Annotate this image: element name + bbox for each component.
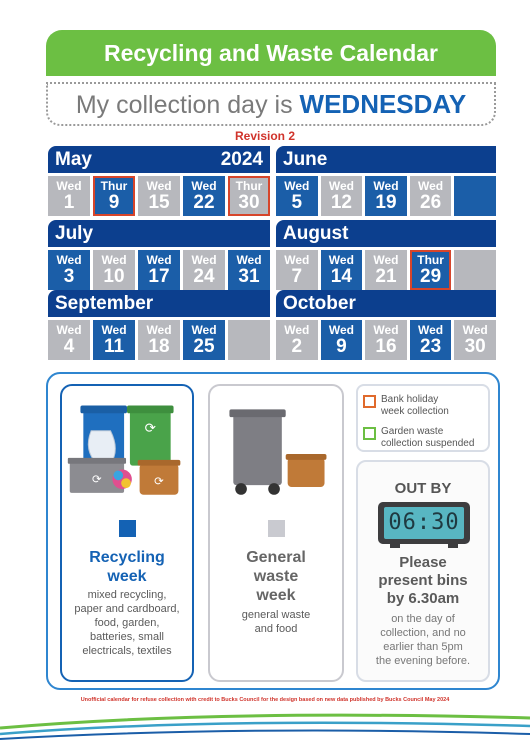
out-by-heading: OUT BY	[394, 480, 452, 497]
date-number: 3	[63, 266, 75, 287]
svg-text:⟳: ⟳	[144, 420, 156, 436]
weekday-label: Wed	[101, 323, 127, 337]
recycling-bins-icon	[62, 400, 192, 510]
footer-note: Unofficial calendar for refuse collection with credit to Bucks Council for the design based on new data published by Bucks Council May 2024	[80, 697, 450, 703]
present-bins-instruction: Please present bins by 6.30am	[378, 554, 468, 607]
collection-day-cell	[410, 250, 452, 290]
date-number: 22	[193, 192, 215, 213]
month-september	[48, 290, 270, 360]
date-number: 9	[108, 191, 120, 213]
weekday-label: Wed	[191, 253, 217, 267]
collection-day-cell	[48, 250, 90, 290]
weekday-label: Wed	[373, 179, 399, 193]
date-number: 16	[375, 336, 397, 357]
weekday-label: Wed	[236, 253, 262, 267]
weekday-label: Wed	[328, 323, 354, 337]
clock-time: 06:30	[384, 507, 464, 539]
collection-day-cell	[93, 320, 135, 360]
date-number: 26	[420, 192, 442, 213]
general-waste-bins-icon	[210, 400, 342, 510]
month-header	[48, 146, 270, 173]
bank-holiday-swatch	[363, 395, 376, 408]
weekday-label: Wed	[146, 323, 172, 337]
date-number: 4	[63, 336, 75, 357]
month-july	[48, 220, 270, 290]
date-number: 23	[420, 336, 442, 357]
date-number: 30	[464, 336, 486, 357]
weekday-label: Wed	[373, 253, 399, 267]
collection-day-cell	[228, 250, 270, 290]
month-header	[276, 146, 496, 173]
out-by-panel	[356, 460, 490, 682]
weekday-label: Thur	[235, 178, 263, 193]
collection-day: WEDNESDAY	[299, 89, 467, 119]
date-number: 19	[375, 192, 397, 213]
collection-day-cell	[228, 176, 270, 216]
date-number: 2	[291, 336, 303, 357]
date-number: 30	[238, 191, 260, 213]
week-row	[276, 320, 496, 360]
month-june	[276, 146, 496, 216]
collection-day-cell	[365, 320, 407, 360]
legend-panel	[356, 384, 490, 452]
garden-waste-swatch	[363, 427, 376, 440]
month-name: August	[283, 223, 349, 244]
collection-day-cell	[138, 176, 180, 216]
weekday-label: Wed	[146, 253, 172, 267]
date-number: 15	[148, 192, 170, 213]
date-number: 24	[193, 266, 215, 287]
date-number: 9	[336, 336, 347, 357]
weekday-label: Thur	[417, 252, 444, 267]
present-bins-description: on the day of collection, and no earlier than 5pm the evening before.	[375, 613, 471, 667]
empty-cell	[454, 176, 496, 216]
month-name: July	[55, 223, 94, 244]
month-name: October	[283, 293, 356, 314]
legend-garden-suspended: Garden waste collection suspended	[363, 426, 488, 450]
revision-label: Revision 2	[234, 129, 296, 143]
collection-day-cell	[365, 176, 407, 216]
weekday-label: Wed	[373, 323, 399, 337]
general-waste-title: General waste week	[246, 549, 306, 604]
date-number: 11	[103, 336, 125, 357]
weekday-label: Wed	[56, 323, 82, 337]
weekday-label: Wed	[418, 323, 444, 337]
date-number: 1	[63, 192, 75, 213]
month-header	[48, 220, 270, 247]
week-row	[276, 250, 496, 290]
legend-bank-holiday: Bank holiday week collection	[363, 394, 488, 418]
collection-day-cell	[454, 320, 496, 360]
weekday-label: Wed	[418, 179, 444, 193]
month-name: June	[283, 149, 328, 170]
weekday-label: Wed	[146, 179, 172, 193]
collection-day-cell	[48, 176, 90, 216]
date-number: 7	[291, 266, 303, 287]
month-august	[276, 220, 496, 290]
week-row	[276, 176, 496, 216]
weekday-label: Wed	[328, 253, 354, 267]
month-header	[276, 220, 496, 247]
clock-icon	[378, 502, 470, 544]
collection-day-cell	[276, 320, 318, 360]
date-number: 25	[193, 336, 215, 357]
weekday-label: Wed	[284, 179, 310, 193]
month-header	[48, 290, 270, 317]
collection-day-cell	[183, 320, 225, 360]
collection-day-cell	[183, 176, 225, 216]
collection-day-cell	[93, 176, 135, 216]
week-row	[48, 176, 270, 216]
general-waste-color-square	[268, 520, 285, 537]
date-number: 18	[148, 336, 170, 357]
week-row	[48, 250, 270, 290]
collection-day-cell	[276, 176, 318, 216]
svg-text:⟳: ⟳	[154, 475, 164, 489]
date-number: 17	[148, 266, 170, 287]
date-number: 31	[238, 266, 260, 287]
recycling-panel	[60, 384, 194, 682]
empty-cell	[228, 320, 270, 360]
weekday-label: Wed	[191, 323, 217, 337]
general-waste-panel	[208, 384, 344, 682]
collection-day-cell	[321, 250, 363, 290]
weekday-label: Wed	[284, 253, 310, 267]
date-number: 29	[420, 265, 442, 287]
date-number: 10	[103, 266, 125, 287]
collection-day-cell	[365, 250, 407, 290]
weekday-label: Wed	[56, 253, 82, 267]
week-row	[48, 320, 270, 360]
collection-day-prefix: My collection day is	[75, 91, 293, 119]
weekday-label: Wed	[284, 323, 310, 337]
month-name: May	[55, 149, 92, 170]
month-october	[276, 290, 496, 360]
collection-day-line	[46, 82, 496, 126]
collection-day-cell	[48, 320, 90, 360]
date-number: 21	[375, 266, 397, 287]
general-waste-description: general waste and food	[241, 609, 311, 635]
date-number: 12	[330, 192, 352, 213]
collection-day-cell	[138, 320, 180, 360]
weekday-label: Thur	[100, 178, 128, 193]
collection-day-cell	[321, 176, 363, 216]
collection-day-cell	[276, 250, 318, 290]
empty-cell	[454, 250, 496, 290]
calendar-title: Recycling and Waste Calendar	[46, 30, 496, 76]
month-may	[48, 146, 270, 216]
collection-day-cell	[410, 320, 452, 360]
weekday-label: Wed	[462, 323, 488, 337]
svg-text:⟳: ⟳	[92, 473, 102, 487]
month-year: 2024	[220, 149, 263, 170]
recycling-color-square	[119, 520, 136, 537]
month-name: September	[55, 293, 154, 314]
date-number: 14	[330, 266, 352, 287]
month-header	[276, 290, 496, 317]
collection-day-cell	[93, 250, 135, 290]
decorative-swoosh	[0, 706, 530, 750]
weekday-label: Wed	[191, 179, 217, 193]
recycling-description: mixed recycling, paper and cardboard, food, garden, batteries, small electricals, textiles	[74, 589, 180, 657]
collection-day-cell	[138, 250, 180, 290]
collection-day-cell	[183, 250, 225, 290]
weekday-label: Wed	[101, 253, 127, 267]
collection-day-cell	[410, 176, 452, 216]
weekday-label: Wed	[56, 179, 82, 193]
recycling-title: Recycling week	[89, 549, 165, 585]
date-number: 5	[291, 192, 303, 213]
collection-day-cell	[321, 320, 363, 360]
info-box	[46, 372, 500, 690]
weekday-label: Wed	[328, 179, 354, 193]
